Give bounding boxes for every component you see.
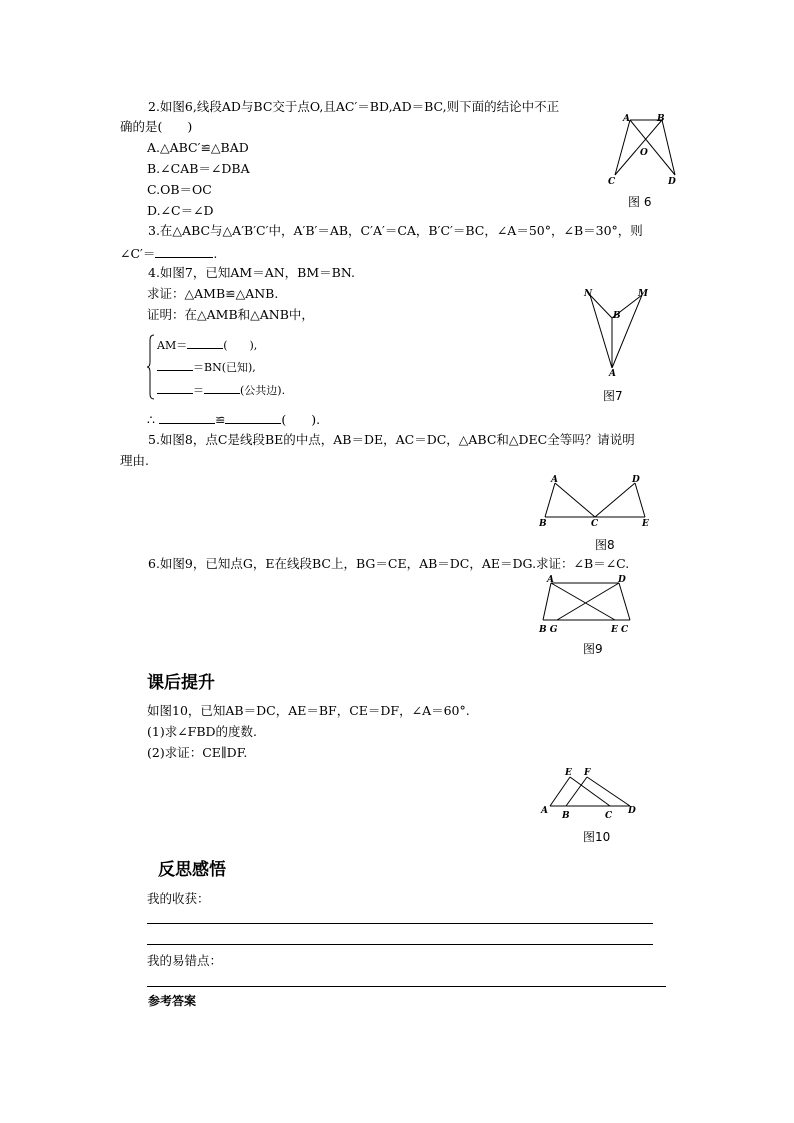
fig7-label-a: A [609,369,616,379]
mistake-label: 我的易错点： [147,953,223,968]
fig7-label-b: B [613,311,621,321]
q3-line1: 3.在△ABC与△A′B′C′中，A′B′＝AB，C′A′＝CA，B′C′＝BC，∠A＝50°，∠B＝30°，则 [148,223,643,238]
after-class-line3: (2)求证：CE∥DF. [147,745,248,760]
q5-line2: 理由. [120,453,149,468]
q5-line1: 5.如图8，点C是线段BE的中点，AB＝DE，AC＝DC，△ABC和△DEC全等吗？请说明 [148,432,635,447]
after-class-line1: 如图10，已知AB＝DC，AE＝BF，CE＝DF，∠A＝60°. [147,703,470,718]
section-heading-reflection: 反思感悟 [158,860,226,880]
fig7-label-n: N [584,289,593,299]
fig6-label-o: O [640,148,648,158]
fig8-caption: 图8 [595,538,615,552]
fig8-label-a: A [551,475,558,485]
figure-9 [535,572,640,636]
gain-label: 我的收获： [147,891,210,906]
fig6-label-a: A [623,114,630,124]
fig7-caption: 图7 [603,389,623,403]
fig9-label-a: A [547,575,554,585]
fig10-label-b: B [562,811,570,821]
q2-line1: 2.如图6,线段AD与BC交于点O,且AC′＝BD,AD＝BC,则下面的结论中不正 [148,99,560,114]
gain-rule-2 [147,944,653,945]
q2-option-d: D.∠C＝∠D [147,203,214,218]
q2-option-c: C.OB＝OC [147,182,212,197]
fig8-label-d: D [632,475,640,485]
fig10-label-a: A [541,806,548,816]
fig9-caption: 图9 [583,642,603,656]
q2-line2: 确的是( ) [120,119,193,134]
fig7-label-m: M [638,289,648,299]
q2-option-b: B.∠CAB＝∠DBA [147,161,250,176]
figure-10 [538,765,643,823]
figure-8 [535,472,660,532]
q3-line2: ∠C′＝ . [120,246,218,261]
after-class-line2: (1)求∠FBD的度数. [147,724,258,739]
fig10-label-c: C [605,811,613,821]
q6-line1: 6.如图9，已知点G，E在线段BC上，BG＝CE，AB＝DC，AE＝DG.求证：∠B＝∠C. [148,556,630,571]
fig6-label-c: C [608,177,616,187]
q4-system-row2: ＝BN(已知), [157,358,256,376]
q4-system-row1: AM＝ ( ), [157,336,257,354]
fig10-label-f: F [584,768,591,778]
figure-7 [580,285,655,380]
fig10-label-e: E [565,768,572,778]
fig8-label-e: E [642,519,649,529]
q4-conclusion: ∴ ≌ ( ). [147,412,321,427]
section-heading-after-class: 课后提升 [147,673,215,693]
gain-rule-1 [147,923,653,924]
q4-system-row3: ＝ (公共边). [157,381,285,399]
fig6-label-b: B [657,114,665,124]
fig8-label-b: B [539,519,547,529]
q2-option-a: A.△ABC′≌△BAD [147,140,249,155]
fig6-label-d: D [668,177,676,187]
answer-heading: 参考答案 [148,994,197,1008]
fig10-caption: 图10 [583,830,611,844]
fig6-caption: 图 6 [628,195,652,209]
fig9-label-ec: E C [611,625,629,635]
q4-line3: 证明：在△AMB和△ANB中， [147,307,314,322]
brace [147,334,155,400]
q4-line2: 求证：△AMB≌△ANB. [147,286,279,301]
fig9-label-bg: B G [539,625,558,635]
fig8-label-c: C [591,519,599,529]
fig9-label-d: D [618,575,626,585]
q4-line1: 4.如图7，已知AM＝AN，BM＝BN. [148,265,355,280]
fig10-label-d: D [628,806,636,816]
mistake-rule [147,986,666,987]
figure-6 [600,110,690,190]
